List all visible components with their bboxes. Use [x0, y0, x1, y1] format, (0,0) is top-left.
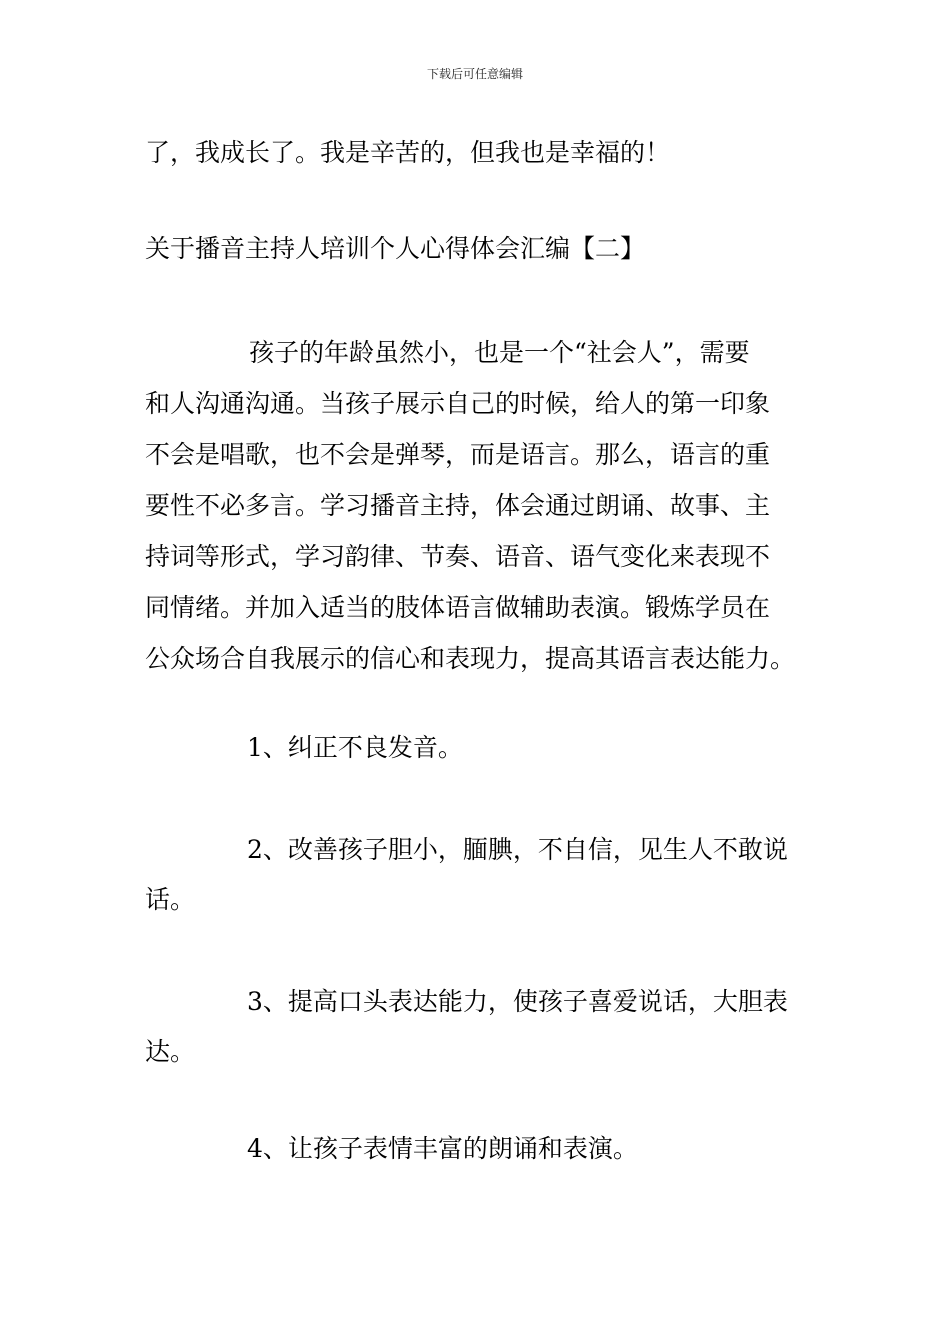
list-item-line: 话。: [145, 885, 196, 914]
list-item-line: 3、提高口头表达能力，使孩子喜爱说话，大胆表: [247, 987, 788, 1016]
list-item-line: 4、让孩子表情丰富的朗诵和表演。: [247, 1134, 638, 1163]
list-item: [145, 1124, 811, 1174]
list-item: [145, 825, 811, 925]
list-item: [145, 977, 811, 1077]
list-item: [145, 723, 811, 773]
paragraph-line: 公众场合自我展示的信心和表现力，提高其语言表达能力。: [145, 644, 796, 673]
section-title-text: 关于播音主持人培训个人心得体会汇编【二】: [145, 234, 646, 263]
paragraph-line: 持词等形式，学习韵律、节奏、语音、语气变化来表现不: [145, 542, 771, 571]
list-item-line: 1、纠正不良发音。: [247, 733, 463, 762]
paragraph-line: 要性不必多言。学习播音主持，体会通过朗诵、故事、主: [145, 491, 771, 520]
section-title: [145, 227, 811, 270]
page-header: 下载后可任意编辑: [426, 67, 523, 81]
continuation-line: [145, 131, 811, 174]
list-item-line: 达。: [145, 1037, 196, 1066]
body-paragraph: [145, 327, 811, 684]
text-line: 了，我成长了。我是辛苦的，但我也是幸福的！: [145, 138, 671, 167]
paragraph-line: 和人沟通沟通。当孩子展示自己的时候，给人的第一印象: [145, 389, 771, 418]
paragraph-line: 孩子的年龄虽然小，也是一个“社会人”，需要: [249, 338, 750, 367]
list-item-line: 2、改善孩子胆小，腼腆，不自信，见生人不敢说: [247, 835, 788, 864]
paragraph-line: 不会是唱歌，也不会是弹琴，而是语言。那么，语言的重: [145, 440, 771, 469]
paragraph-line: 同情绪。并加入适当的肢体语言做辅助表演。锻炼学员在: [145, 593, 771, 622]
